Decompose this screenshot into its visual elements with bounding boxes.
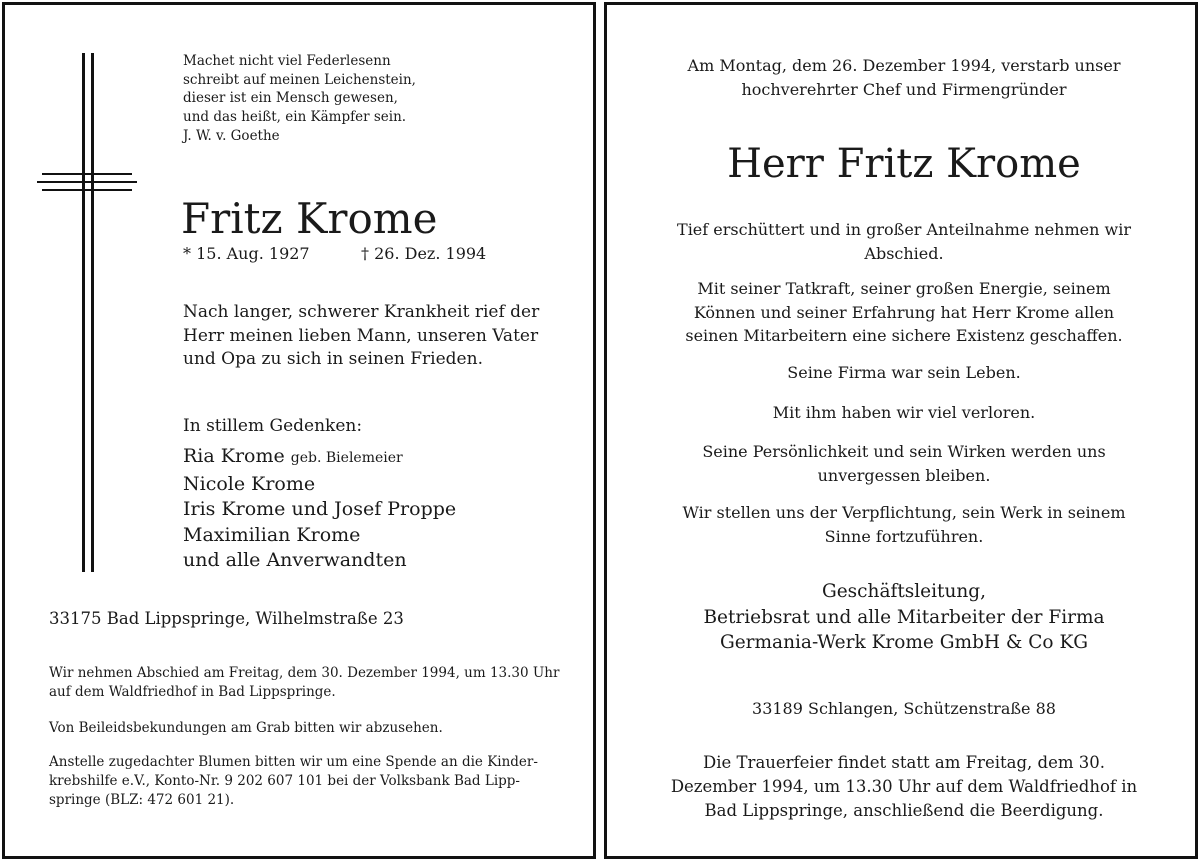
intro-line: Am Montag, dem 26. Dezember 1994, verstarb unser: [687, 56, 1121, 75]
paragraph-commitment: [607, 501, 1200, 548]
announcement-text: [183, 301, 539, 372]
paragraph-line: Wir stellen uns der Verpflichtung, sein Werk in seinem: [682, 503, 1126, 522]
paragraph-legacy: [607, 440, 1200, 487]
paragraph-line: Tief erschüttert und in großer Anteilnahme nehmen wir: [677, 220, 1131, 239]
mourners-list: [183, 444, 456, 574]
signature-line: Betriebsrat und alle Mitarbeiter der Firma: [703, 606, 1105, 628]
mourning-heading: In stillem Gedenken:: [183, 416, 363, 436]
donation-line: springe (BLZ: 472 601 21).: [49, 792, 235, 808]
paragraph-line: Seine Firma war sein Leben.: [787, 363, 1021, 382]
paragraph-line: Seine Persönlichkeit und sein Wirken werden uns: [702, 442, 1106, 461]
poem-line: schreibt auf meinen Leichenstein,: [183, 71, 416, 88]
deceased-name: Fritz Krome: [181, 194, 438, 243]
signature-line: Geschäftsleitung,: [821, 581, 987, 602]
donation-line: krebshilfe e.V., Konto-Nr. 9 202 607 101 bei der Volksbank Bad Lipp-: [49, 773, 520, 789]
deceased-title-name: Herr Fritz Krome: [727, 141, 1081, 187]
poem-author: J. W. v. Goethe: [183, 127, 280, 144]
condolence-notice: [49, 719, 443, 738]
farewell-line: Wir nehmen Abschied am Freitag, dem 30. Dezember 1994, um 13.30 Uhr: [49, 665, 560, 681]
funeral-line: Die Trauerfeier findet statt am Freitag, dem 30.: [703, 753, 1105, 772]
intro-text: [607, 54, 1200, 102]
birth-date: * 15. Aug. 1927: [183, 244, 310, 263]
paragraph-line: Mit seiner Tatkraft, seiner großen Energie, seinem: [697, 279, 1111, 298]
announcement-line: Herr meinen lieben Mann, unseren Vater: [183, 325, 539, 346]
poem-line: Machet nicht viel Federlesenn: [183, 53, 391, 69]
mourner-name-text: Ria Krome: [183, 445, 285, 467]
funeral-line: Dezember 1994, um 13.30 Uhr auf dem Waldfriedhof in: [670, 777, 1138, 796]
goethe-poem: [183, 52, 416, 146]
company-address: 33189 Schlangen, Schützenstraße 88: [752, 699, 1056, 718]
poem-line: und das heißt, ein Kämpfer sein.: [183, 109, 407, 126]
announcement-line: und Opa zu sich in seinen Frieden.: [183, 349, 483, 369]
paragraph-company-life: [607, 361, 1200, 385]
paragraph-line: Sinne fortzuführen.: [824, 526, 984, 546]
donation-line: Anstelle zugedachter Blumen bitten wir um eine Spende an die Kinder-: [49, 754, 538, 770]
paragraph-farewell: [607, 218, 1200, 265]
mourner-name: Maximilian Krome: [183, 523, 361, 546]
family-obituary-panel: [2, 2, 596, 859]
mourner-name: Nicole Krome: [183, 472, 316, 495]
paragraph-line: seinen Mitarbeitern eine sichere Existenz geschaffen.: [685, 326, 1123, 345]
donation-notice: [49, 753, 538, 810]
farewell-line: auf dem Waldfriedhof in Bad Lippspringe.: [49, 684, 336, 700]
mourner-name: und alle Anverwandten: [183, 549, 407, 571]
condolence-line: Von Beileidsbekundungen am Grab bitten wir abzusehen.: [49, 720, 443, 736]
poem-line: dieser ist ein Mensch gewesen,: [183, 90, 398, 107]
life-dates: [183, 243, 487, 265]
announcement-line: Nach langer, schwerer Krankheit rief der: [183, 302, 540, 322]
signature-line: Germania-Werk Krome GmbH & Co KG: [719, 632, 1089, 653]
company-obituary-panel: [604, 2, 1198, 859]
paragraph-line: unvergessen bleiben.: [817, 465, 991, 485]
maiden-name-note: geb. Bielemeier: [290, 450, 403, 466]
paragraph-line: Abschied.: [864, 243, 944, 263]
mourner-name: [183, 444, 456, 472]
family-address: 33175 Bad Lippspringe, Wilhelmstraße 23: [49, 609, 404, 628]
paragraph-line: Können und seiner Erfahrung hat Herr Krome allen: [693, 302, 1115, 322]
paragraph-loss: [607, 401, 1200, 425]
paragraph-achievements: [607, 277, 1200, 348]
mourner-name: Iris Krome und Josef Proppe: [183, 498, 457, 520]
company-signature: [607, 579, 1200, 656]
paragraph-line: Mit ihm haben wir viel verloren.: [772, 403, 1036, 422]
death-date: † 26. Dez. 1994: [361, 244, 487, 263]
intro-line: hochverehrter Chef und Firmengründer: [741, 80, 1067, 99]
farewell-notice: [49, 664, 559, 702]
funeral-line: Bad Lippspringe, anschließend die Beerdigung.: [704, 801, 1104, 820]
funeral-notice: [607, 751, 1200, 823]
